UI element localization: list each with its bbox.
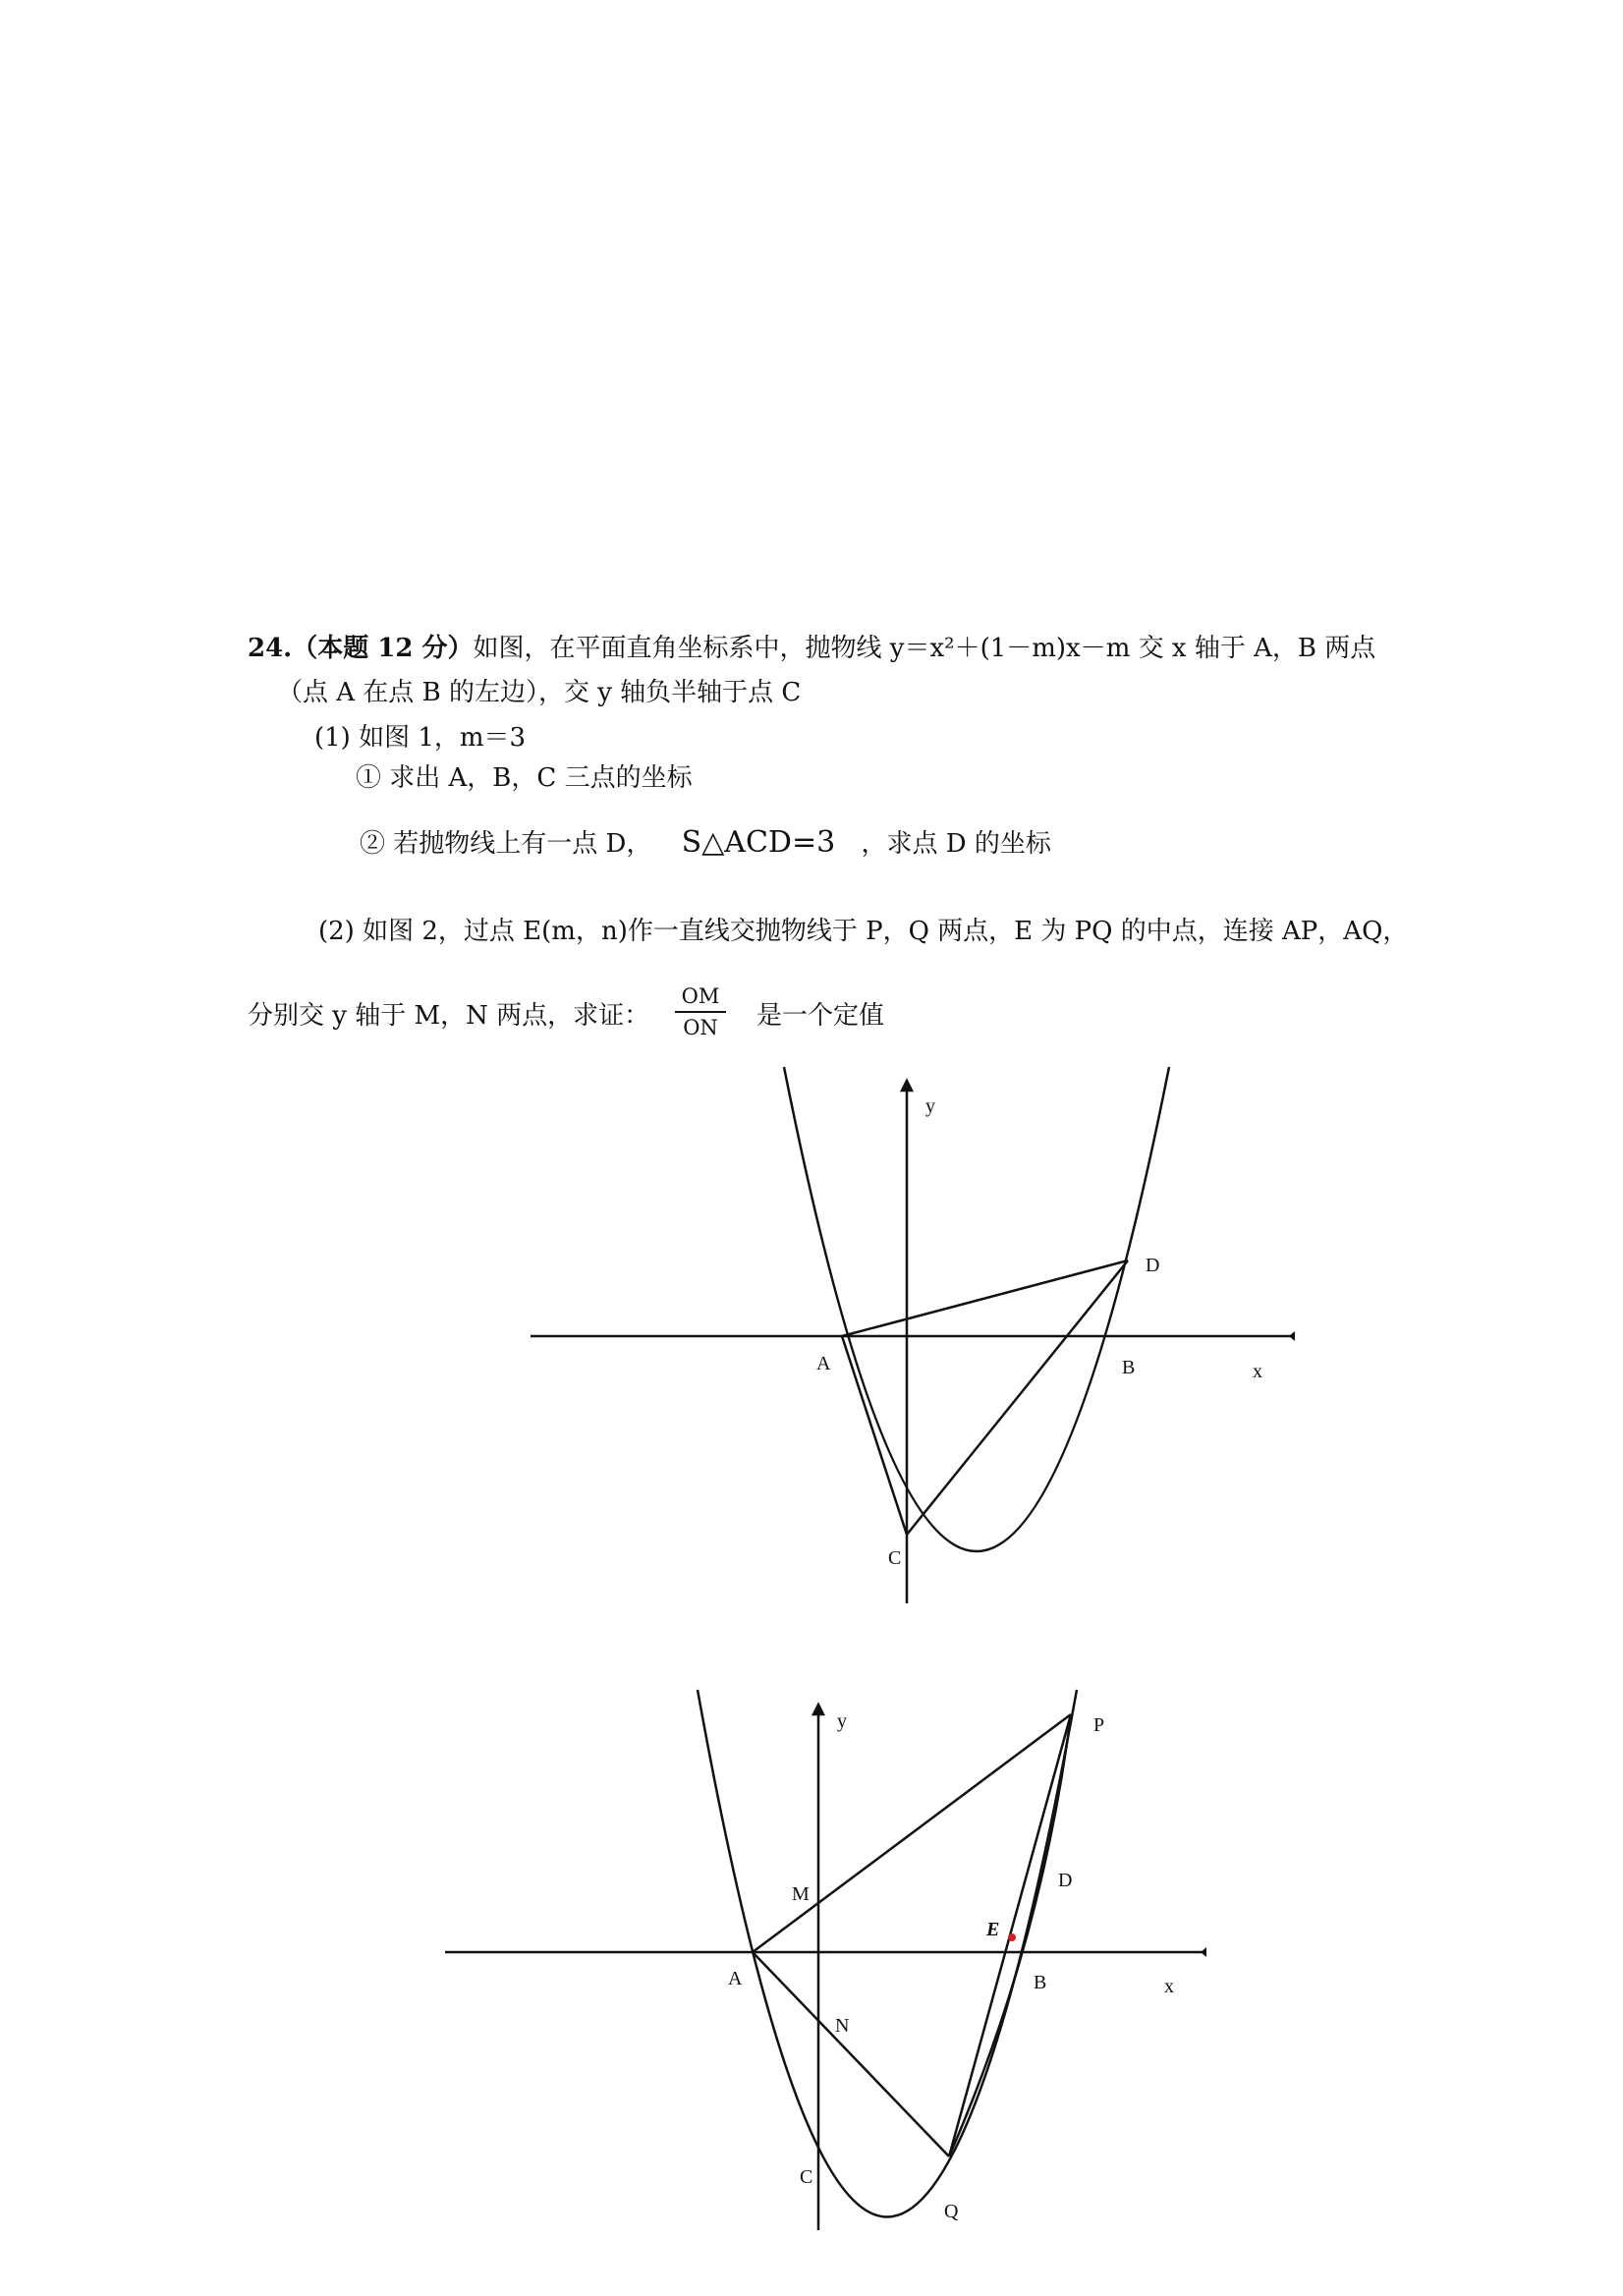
figure-2 xyxy=(445,1690,1206,2230)
fig2-label-a: A xyxy=(728,1968,743,1989)
fig1-x-arrow xyxy=(1289,1331,1295,1341)
problem-number: 24. xyxy=(248,634,293,663)
fig2-point-e xyxy=(1008,1933,1016,1941)
fig2-y-arrow xyxy=(813,1705,823,1714)
fig1-label-d: D xyxy=(1146,1255,1160,1276)
fig2-segment-ap xyxy=(753,1714,1071,1952)
fig1-label-x: x xyxy=(1253,1361,1262,1382)
fraction-denominator: ON xyxy=(683,1016,718,1039)
fig1-segment-cd xyxy=(907,1260,1128,1535)
fig1-label-c: C xyxy=(888,1547,902,1569)
part2-text-2b: 是一个定值 xyxy=(756,1001,885,1031)
fraction-numerator: OM xyxy=(681,984,720,1008)
problem-points: （本题 12 分） xyxy=(292,634,474,663)
part1-text: (1) 如图 1，m＝3 xyxy=(314,723,527,753)
part2-text-1: (2) 如图 2，过点 E(m，n)作一直线交抛物线于 P，Q 两点，E 为 PQ 的中点，连接 AP，AQ， xyxy=(318,917,1409,946)
fig2-x-arrow xyxy=(1201,1947,1206,1957)
fig2-label-q: Q xyxy=(944,2201,959,2222)
fig1-segment-ac xyxy=(842,1336,907,1535)
fig1-label-a: A xyxy=(816,1353,831,1374)
fig2-label-x: x xyxy=(1164,1976,1174,1997)
fig2-label-b: B xyxy=(1034,1972,1047,1993)
problem-statement-1: 如图，在平面直角坐标系中，抛物线 y＝x²＋(1－m)x－m 交 x 轴于 A，B 两点 xyxy=(473,634,1376,663)
fig2-label-n: N xyxy=(835,2015,850,2037)
fig2-label-e: E xyxy=(986,1919,1000,1940)
fig1-segment-ad xyxy=(842,1260,1128,1336)
fig1-label-y: y xyxy=(925,1095,935,1117)
part1-q1-text: ① 求出 A，B，C 三点的坐标 xyxy=(356,763,693,793)
fig1-label-b: B xyxy=(1122,1357,1136,1378)
fig2-label-c: C xyxy=(800,2166,813,2188)
part1-q2-text-a: ② 若抛物线上有一点 D， xyxy=(360,829,652,859)
fig1-y-arrow xyxy=(902,1081,912,1091)
area-formula: S△ACD=3 xyxy=(681,825,836,860)
fig2-label-p: P xyxy=(1093,1714,1105,1736)
problem-statement-2: （点 A 在点 B 的左边），交 y 轴负半轴于点 C xyxy=(277,678,802,707)
part1-q2-text-b: ，求点 D 的坐标 xyxy=(861,829,1051,859)
figure-1 xyxy=(531,1067,1295,1603)
fig2-label-y: y xyxy=(837,1710,847,1732)
fig2-label-m: M xyxy=(792,1883,810,1905)
part2-text-2a: 分别交 y 轴于 M，N 两点，求证： xyxy=(248,1001,650,1031)
fig1-parabola xyxy=(784,1067,1169,1551)
fig2-label-d: D xyxy=(1058,1870,1073,1891)
